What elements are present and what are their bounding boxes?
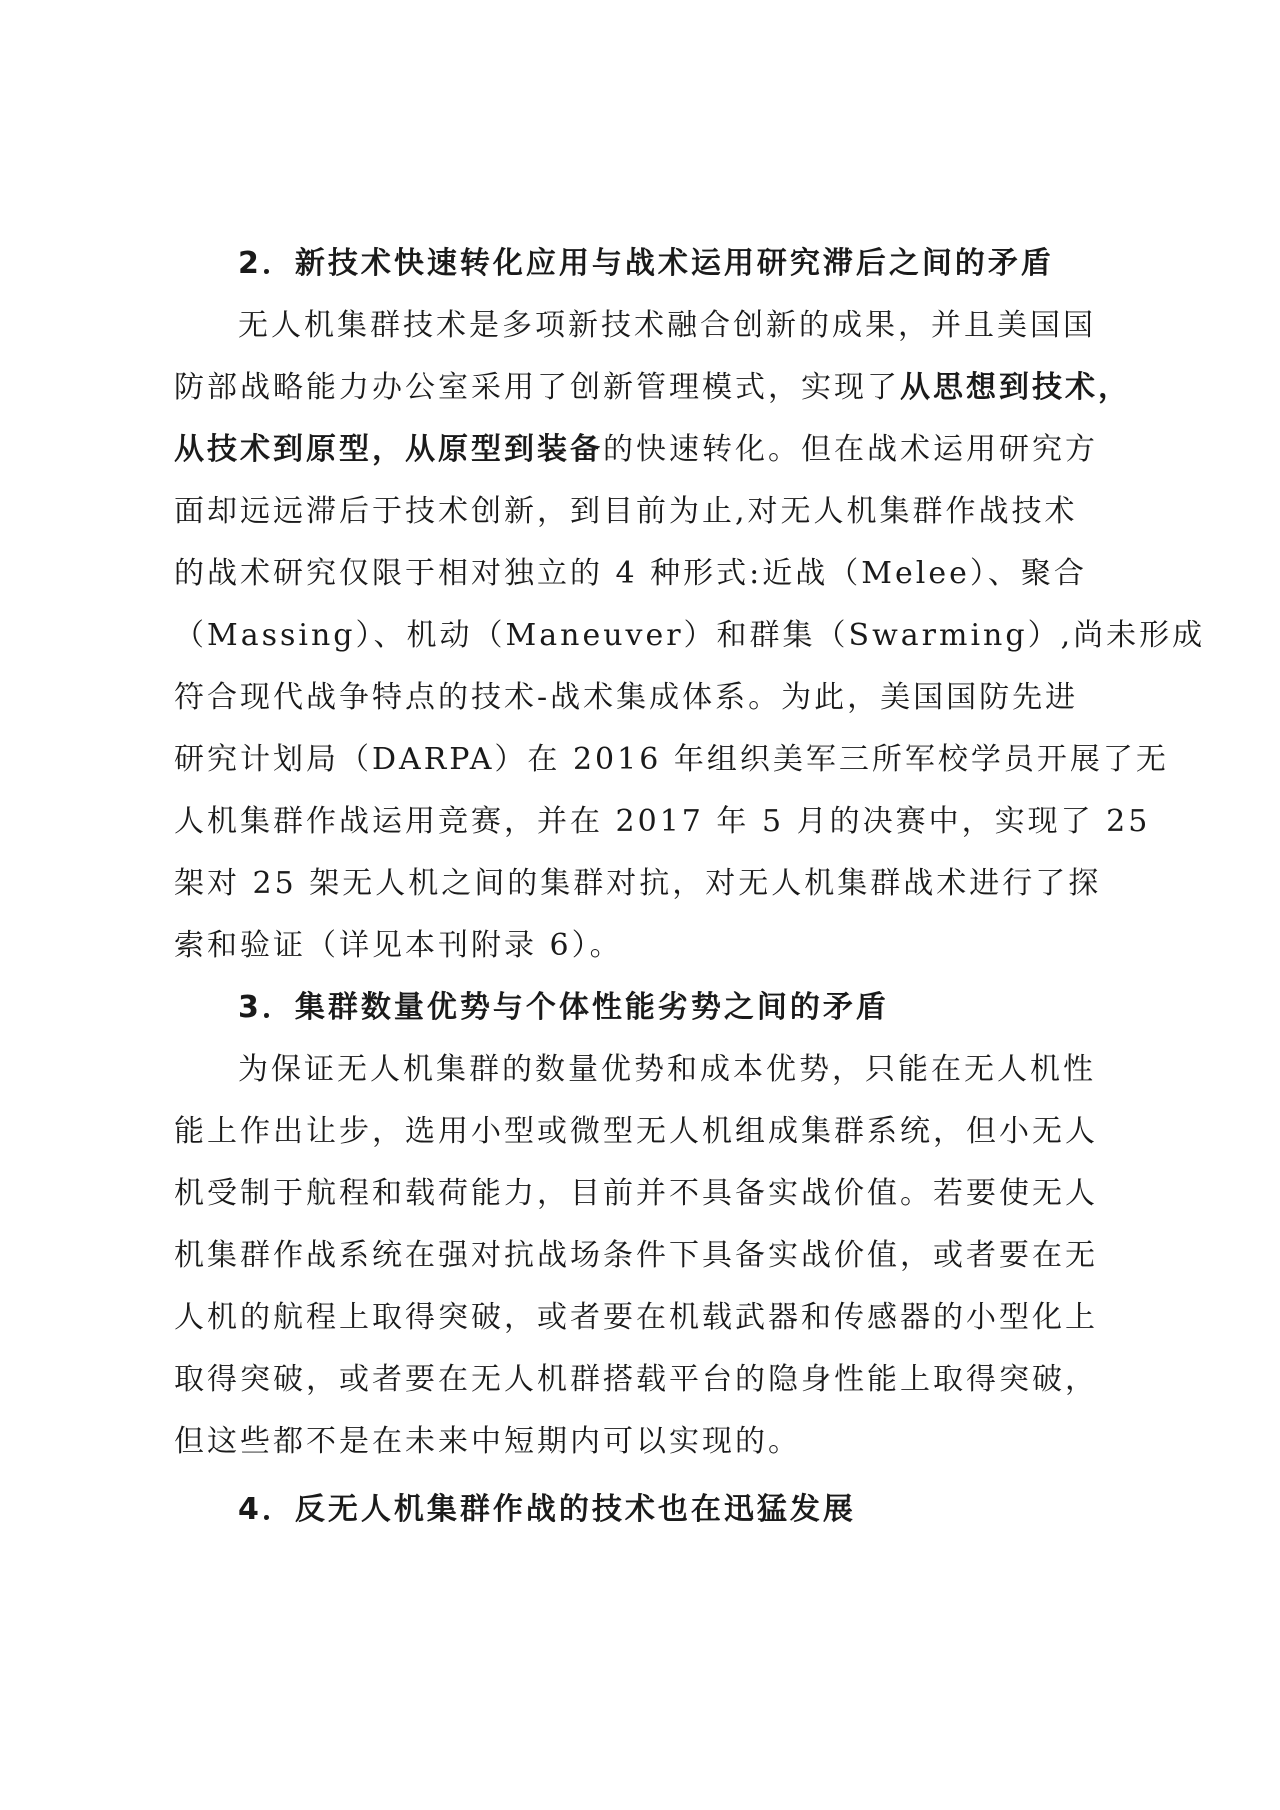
paragraph-line: 机集群作战系统在强对抗战场条件下具备实战价值，或者要在无: [174, 1238, 1098, 1273]
emphasis-text: 从思想到技术，: [900, 370, 1131, 405]
paragraph-line: [174, 430, 1124, 470]
paragraph-line: 但这些都不是在未来中短期内可以实现的。: [174, 1424, 801, 1459]
section-heading: 2．新技术快速转化应用与战术运用研究滞后之间的矛盾: [238, 246, 1054, 281]
paragraph-line: [174, 368, 1131, 408]
paragraph-line: 符合现代战争特点的技术-战术集成体系。为此，美国国防先进: [174, 680, 1079, 715]
paragraph-line: 架对 25 架无人机之间的集群对抗，对无人机集群战术进行了探: [174, 866, 1102, 901]
paragraph-line: 机受制于航程和载荷能力，目前并不具备实战价值。若要使无人: [174, 1176, 1098, 1211]
paragraph-line: 能上作出让步，选用小型或微型无人机组成集群系统，但小无人: [174, 1114, 1098, 1149]
paragraph-line: 为保证无人机集群的数量优势和成本优势，只能在无人机性: [238, 1052, 1096, 1087]
paragraph-line: 的战术研究仅限于相对独立的 4 种形式:近战（Melee）、聚合: [174, 556, 1087, 591]
section-heading: 3．集群数量优势与个体性能劣势之间的矛盾: [238, 990, 889, 1025]
section-heading: 4．反无人机集群作战的技术也在迅猛发展: [238, 1492, 856, 1527]
paragraph-line: 人机的航程上取得突破，或者要在机载武器和传感器的小型化上: [174, 1300, 1098, 1335]
paragraph-line: 面却远远滞后于技术创新，到目前为止,对无人机集群作战技术: [174, 494, 1078, 529]
emphasis-text: 从技术到原型，从原型到装备: [174, 432, 603, 467]
paragraph-line: 索和验证（详见本刊附录 6）。: [174, 928, 623, 963]
paragraph-text: 防部战略能力办公室采用了创新管理模式，实现了: [174, 370, 900, 405]
paragraph-line: 人机集群作战运用竞赛，并在 2017 年 5 月的决赛中，实现了 25: [174, 804, 1151, 839]
paragraph-line: （Massing）、机动（Maneuver）和群集（Swarming）,尚未形成: [174, 618, 1206, 653]
paragraph-line: 无人机集群技术是多项新技术融合创新的成果，并且美国国: [238, 308, 1096, 343]
paragraph-line: 研究计划局（DARPA）在 2016 年组织美军三所军校学员开展了无: [174, 742, 1169, 777]
paragraph-line: 取得突破，或者要在无人机群搭载平台的隐身性能上取得突破，: [174, 1362, 1098, 1397]
paragraph-text: 的快速转化。但在战术运用研究方: [603, 432, 1098, 467]
